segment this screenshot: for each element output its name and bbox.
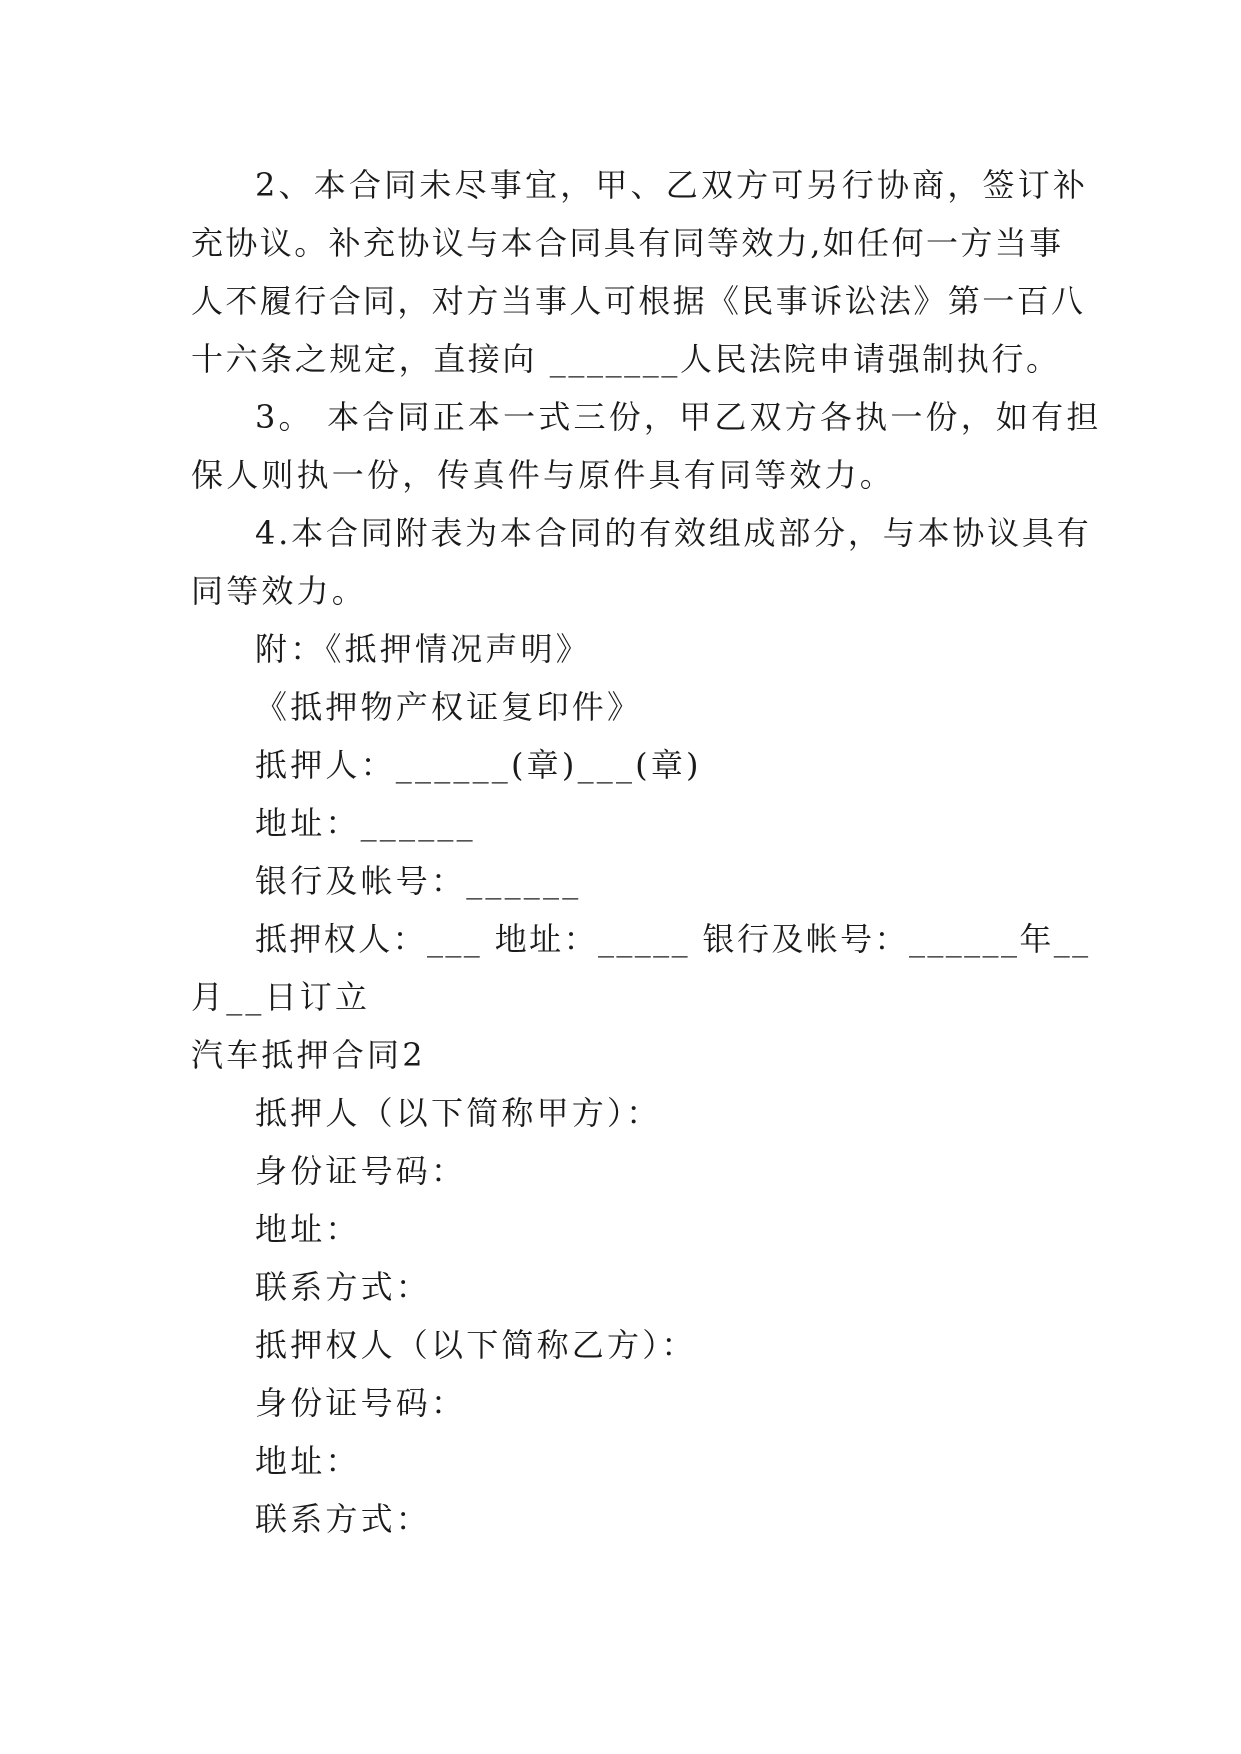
mortgagee-info-line-1: 抵押权人：___ 地址：_____ 银行及帐号：______年__ <box>255 920 1091 958</box>
party-b-address: 地址： <box>255 1442 361 1480</box>
mortgagor-bank-account: 银行及帐号：______ <box>255 862 582 900</box>
party-a-label: 抵押人（以下简称甲方）： <box>255 1094 662 1132</box>
attachment-statement: 附：《抵押情况声明》 <box>255 630 592 668</box>
paragraph-2-line-4: 十六条之规定，直接向 _______人民法院申请强制执行。 <box>191 340 1061 378</box>
party-b-id-number: 身份证号码： <box>255 1384 467 1422</box>
mortgagor-address: 地址：______ <box>255 804 476 842</box>
paragraph-3-line-1: 3。 本合同正本一式三份，甲乙双方各执一份，如有担 <box>255 398 1102 436</box>
party-a-address: 地址： <box>255 1210 361 1248</box>
party-a-contact: 联系方式： <box>255 1268 432 1306</box>
mortgagee-info-line-2: 月__日订立 <box>191 978 371 1016</box>
mortgagor-signature: 抵押人：______(章)___(章) <box>255 746 702 784</box>
party-b-contact: 联系方式： <box>255 1500 432 1538</box>
paragraph-4-line-2: 同等效力。 <box>191 572 368 610</box>
paragraph-4-line-1: 4.本合同附表为本合同的有效组成部分，与本协议具有 <box>255 514 1092 552</box>
paragraph-2-line-1: 2、本合同未尽事宜，甲、乙双方可另行协商，签订补 <box>255 166 1089 204</box>
party-a-id-number: 身份证号码： <box>255 1152 467 1190</box>
paragraph-2-line-2: 充协议。补充协议与本合同具有同等效力,如任何一方当事 <box>191 224 1064 262</box>
attachment-certificate: 《抵押物产权证复印件》 <box>255 688 643 726</box>
party-b-label: 抵押权人（以下简称乙方）： <box>255 1326 697 1364</box>
paragraph-2-line-3: 人不履行合同，对方当事人可根据《民事诉讼法》第一百八 <box>191 282 1086 320</box>
section-title: 汽车抵押合同2 <box>191 1036 426 1074</box>
paragraph-3-line-2: 保人则执一份，传真件与原件具有同等效力。 <box>191 456 896 494</box>
